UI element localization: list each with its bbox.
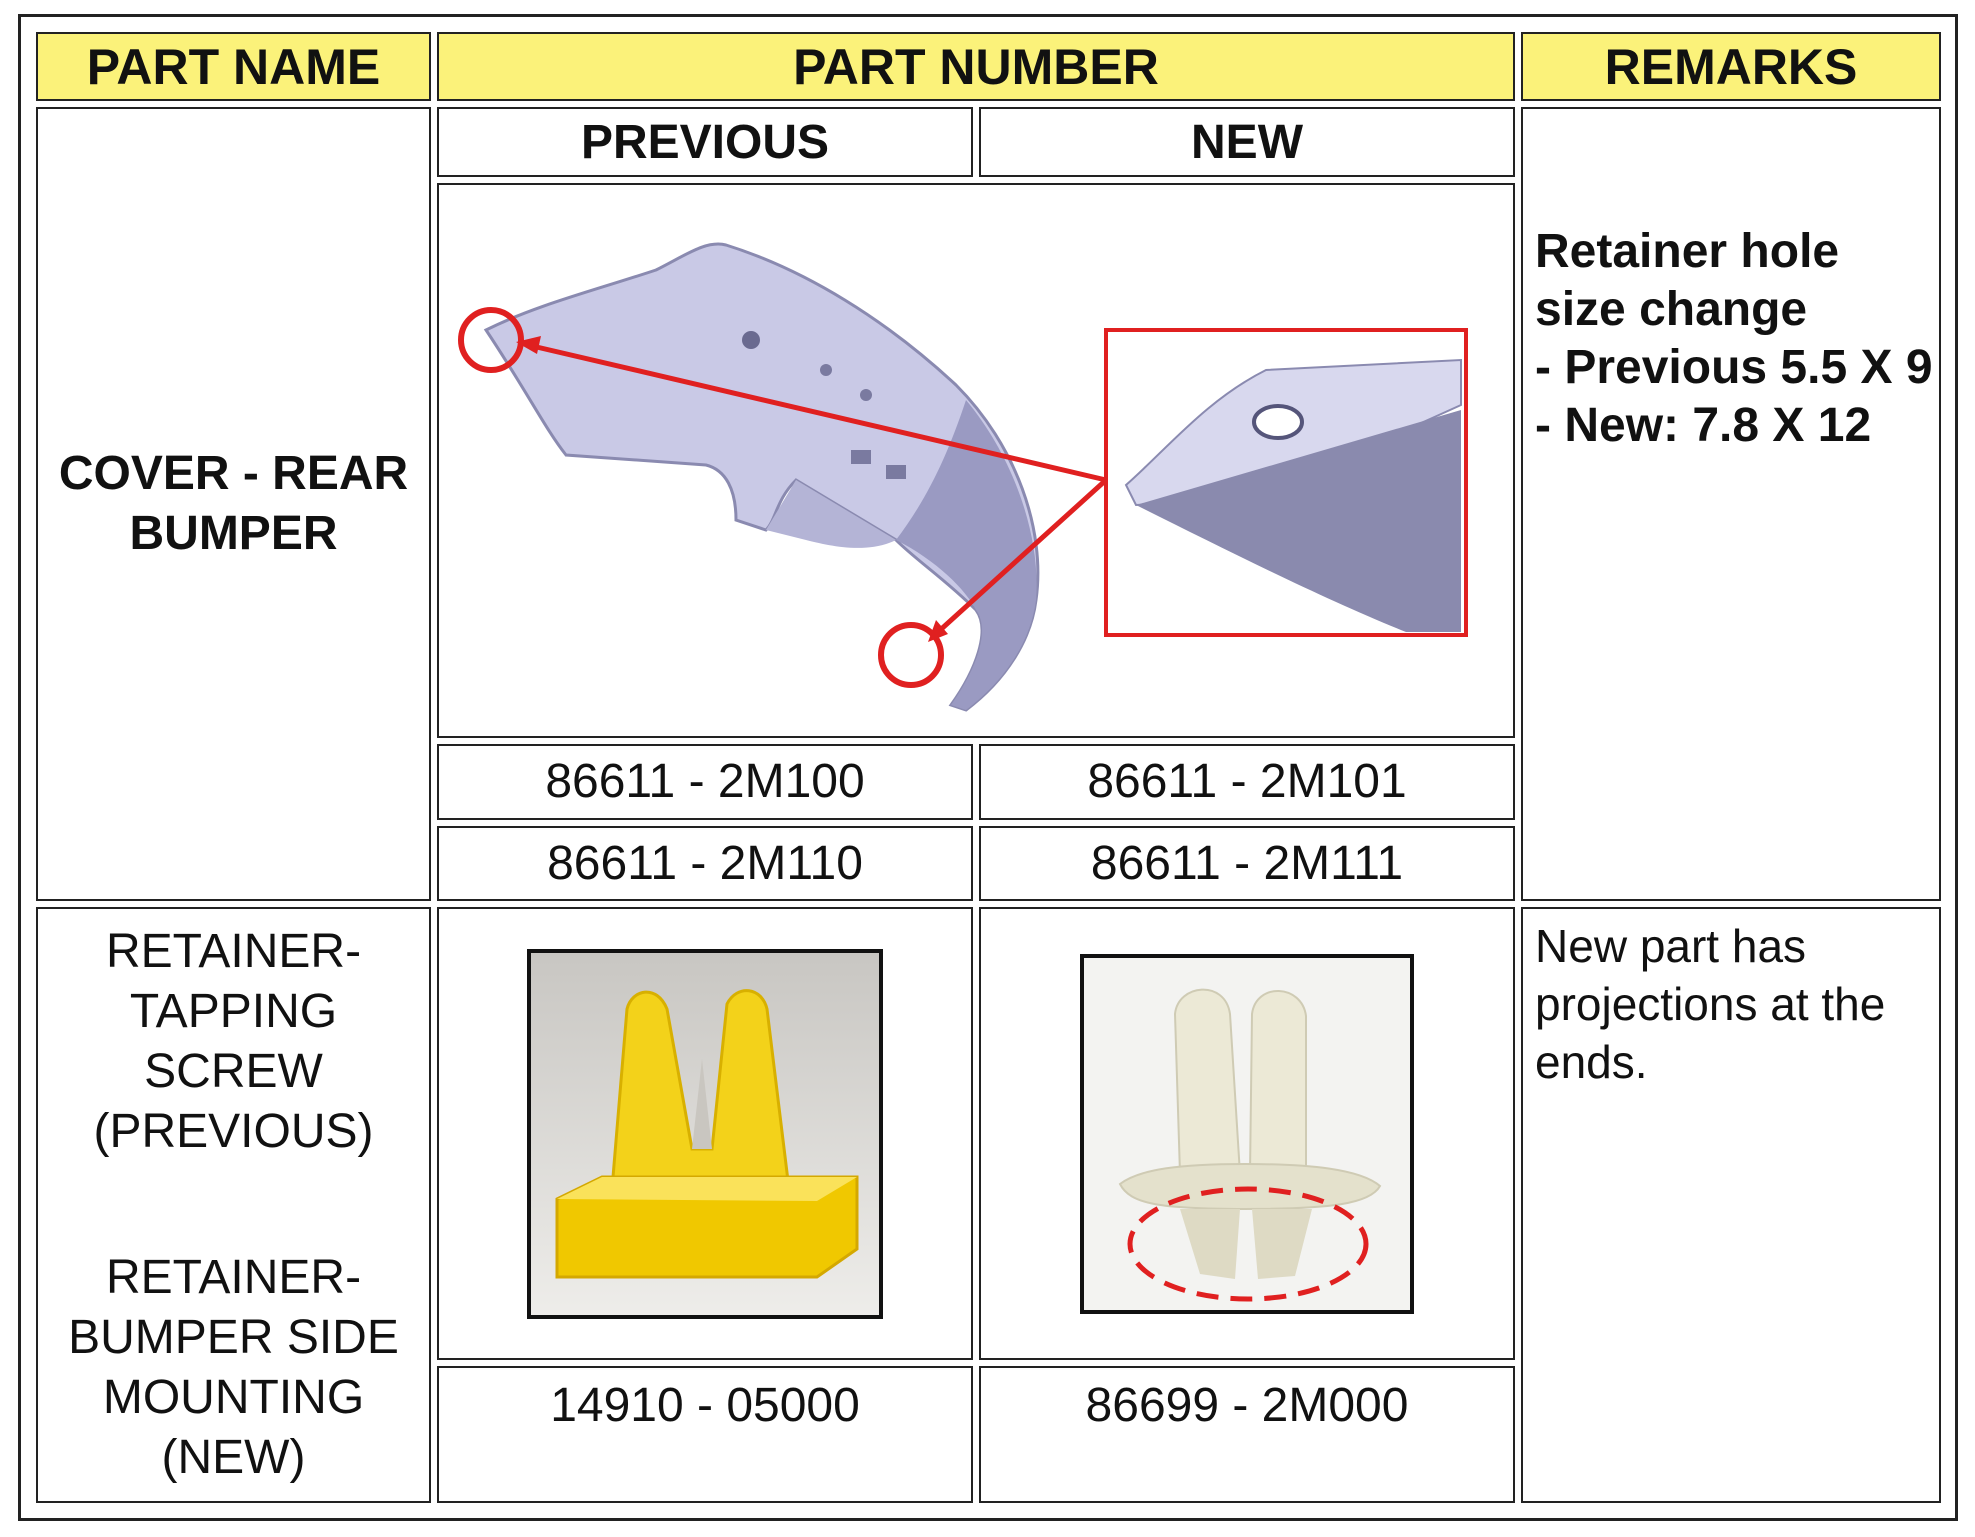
remarks-line: Retainer hole <box>1535 225 1840 279</box>
parts-change-table <box>30 26 1947 1509</box>
new-part-number: 86611 - 2M101 <box>979 744 1515 820</box>
remarks-line: New part has <box>1535 920 1807 973</box>
new-part-number: 86611 - 2M111 <box>979 826 1515 902</box>
name-line: (NEW) <box>161 1431 306 1485</box>
retainer-flange <box>1120 1164 1380 1209</box>
name-line: BUMPER <box>129 507 338 561</box>
name-line: BUMPER SIDE <box>68 1311 399 1365</box>
remarks-line: - New: 7.8 X 12 <box>1535 399 1872 453</box>
remarks-cover-rear-bumper <box>1521 107 1941 901</box>
name-line: (PREVIOUS) <box>93 1105 374 1159</box>
retainer-image-row <box>36 907 1941 1360</box>
part-name-retainers <box>36 907 431 1503</box>
bumper-slot <box>886 465 906 479</box>
name-spacer <box>38 1162 429 1248</box>
subheader-new: NEW <box>979 107 1515 176</box>
name-line: COVER - REAR <box>58 447 409 501</box>
header-row <box>36 32 1941 101</box>
remarks-retainer <box>1521 907 1941 1503</box>
remarks-line: size change <box>1535 283 1808 337</box>
previous-part-number: 14910 - 05000 <box>437 1366 973 1503</box>
name-line: RETAINER- <box>105 925 362 979</box>
rear-bumper-cover-illustration <box>446 200 1506 720</box>
previous-retainer-image-cell <box>437 907 973 1360</box>
bumper-image-cell <box>437 183 1515 738</box>
previous-part-number: 86611 - 2M100 <box>437 744 973 820</box>
bumper-hole <box>820 364 832 376</box>
retainer-prong-left <box>1175 989 1240 1173</box>
remarks-line: - Previous 5.5 X 9 <box>1535 341 1933 395</box>
part-name-cover-rear-bumper <box>36 107 431 901</box>
bumper-hole <box>860 389 872 401</box>
name-line: RETAINER- <box>105 1251 362 1305</box>
new-retainer-photo <box>1080 954 1414 1314</box>
remarks-line: ends. <box>1535 1036 1648 1089</box>
bumper-hole <box>742 331 760 349</box>
subheader-previous: PREVIOUS <box>437 107 973 176</box>
subheader-row <box>36 107 1941 176</box>
retainer-prong-right <box>1250 991 1306 1174</box>
header-part-number: PART NUMBER <box>437 32 1515 101</box>
name-line: MOUNTING <box>102 1371 365 1425</box>
remarks-line: projections at the <box>1535 978 1886 1031</box>
header-remarks: REMARKS <box>1521 32 1941 101</box>
retainer-hole-detail <box>1254 406 1302 438</box>
name-line: SCREW <box>144 1045 323 1099</box>
new-retainer-image-cell <box>979 907 1515 1360</box>
new-part-number: 86699 - 2M000 <box>979 1366 1515 1503</box>
header-part-name: PART NAME <box>36 32 431 101</box>
bumper-slot <box>851 450 871 464</box>
retainer-flange-top <box>557 1177 857 1201</box>
name-line: TAPPING <box>129 985 338 1039</box>
previous-part-number: 86611 - 2M110 <box>437 826 973 902</box>
previous-retainer-photo <box>527 949 883 1319</box>
